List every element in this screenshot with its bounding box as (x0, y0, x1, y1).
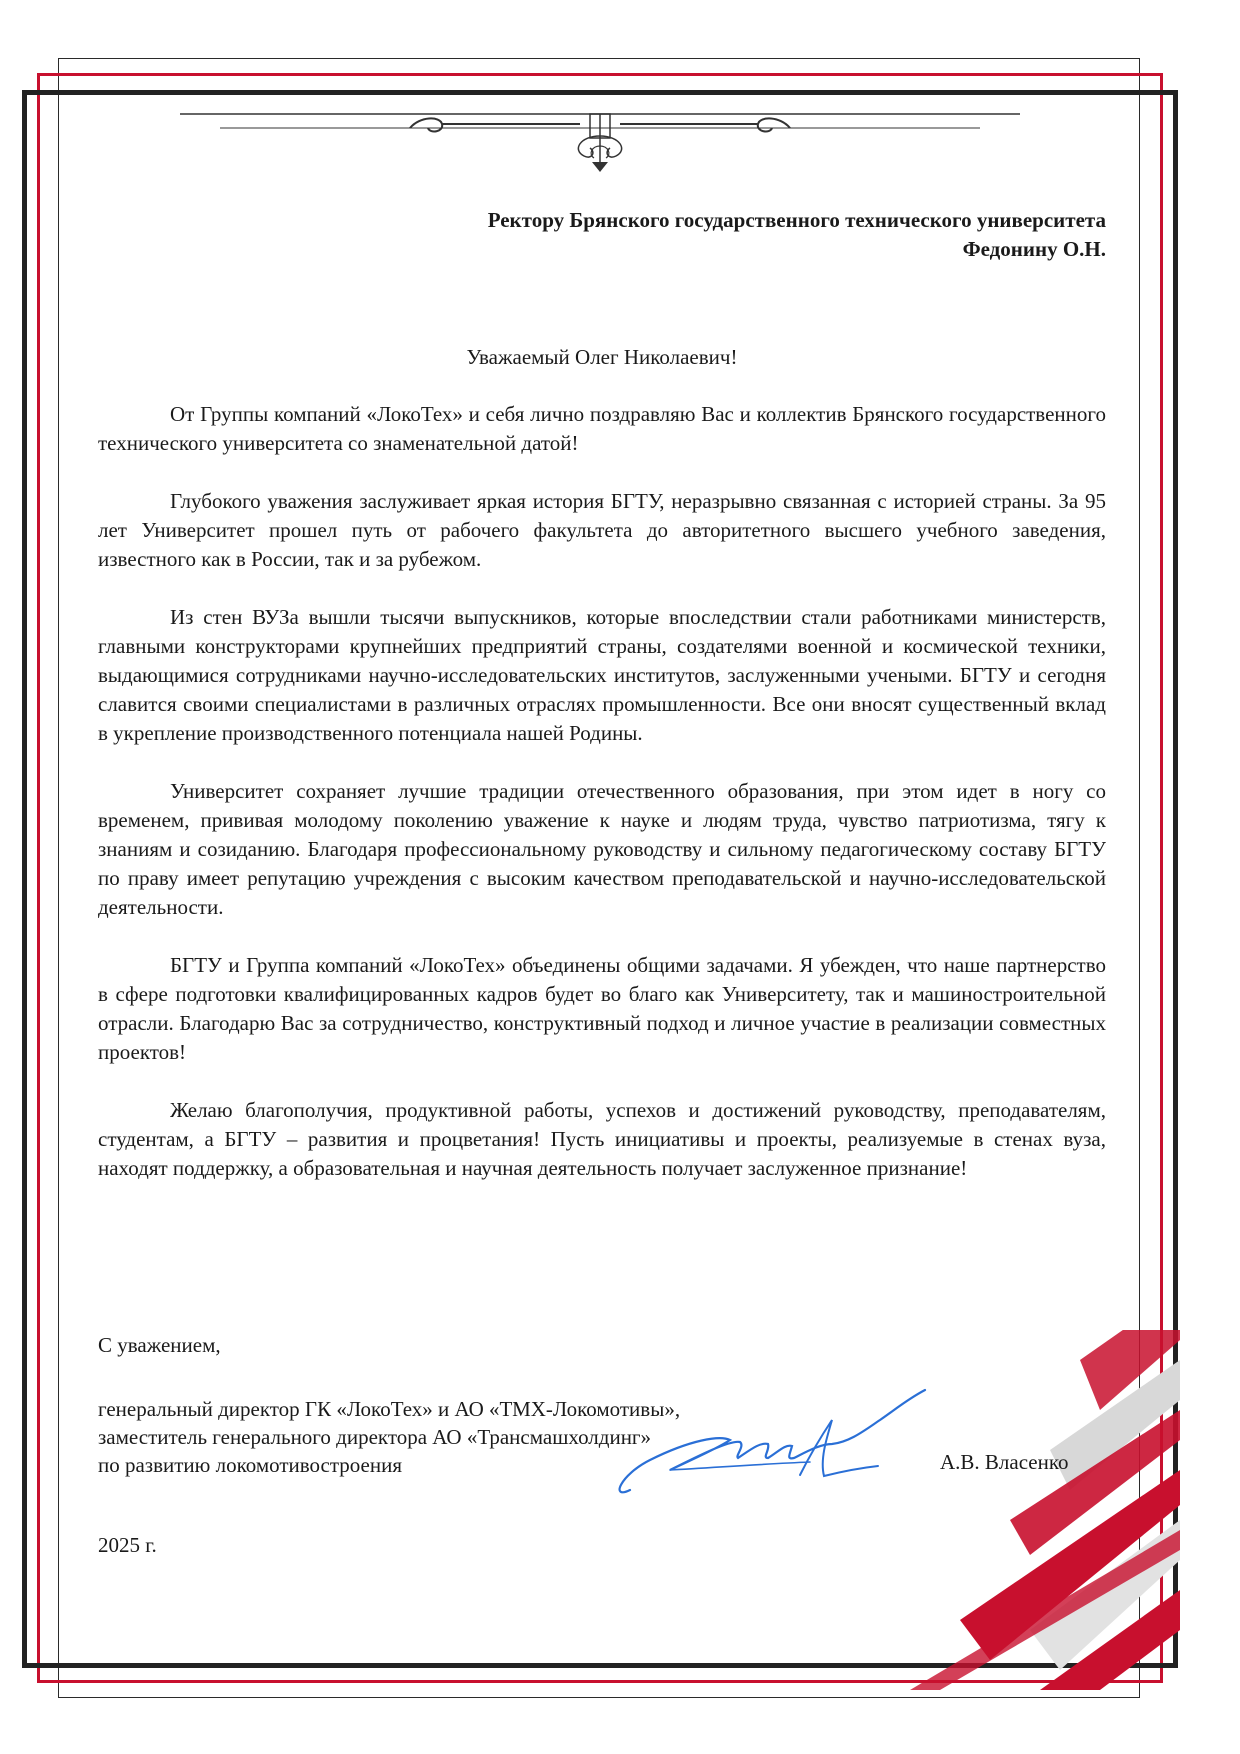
paragraph: Из стен ВУЗа вышли тысячи выпускников, которые впоследствии стали работниками министерств, главными конструкторами крупнейших предприятий страны, создателями военной и космической техники, выдающимися сотрудниками научно-исследовательских институтов, заслуженными учеными. БГТУ и сегодня славится своими специалистами в различных отраслях промышленности. Все они вносят существенный вклад в укрепление производственного потенциала нашей Родины. (98, 605, 1106, 745)
paragraph: БГТУ и Группа компаний «ЛокоТех» объединены общими задачами. Я убежден, что наше партнерство в сфере подготовки квалифицированных кадров будет во благо как Университету, так и машиностроительной отрасли. Благодарю Вас за сотрудничество, конструктивный подход и личное участие в реализации совместных проектов! (98, 953, 1106, 1064)
closing-phrase: С уважением, (98, 1333, 221, 1357)
addressee-block (340, 206, 1106, 264)
ornament-divider-icon (180, 106, 1020, 186)
document-date: 2025 г. (98, 1533, 157, 1557)
paragraph: Глубокого уважения заслуживает яркая история БГТУ, неразрывно связанная с историей страны. За 95 лет Университет прошел путь от рабочего факультета до авторитетного высшего учебного заведения, известного как в России, так и за рубежом. (98, 489, 1106, 571)
letter-body (98, 400, 1106, 1212)
paragraph: Университет сохраняет лучшие традиции отечественного образования, при этом идет в ногу со временем, прививая молодому поколению уважение к науке и людям труда, чувство патриотизма, тягу к знаниям и созиданию. Благодаря профессиональному руководству и сильному педагогическому составу БГТУ по праву имеет репутацию учреждения с высоким качеством преподавательской и научно-исследовательской деятельности. (98, 779, 1106, 919)
position-line: по развитию локомотивостроения (98, 1453, 403, 1477)
paragraph: От Группы компаний «ЛокоТех» и себя лично поздравляю Вас и коллектив Брянского государственного технического университета со знаменательной датой! (98, 402, 1106, 455)
handwritten-signature (610, 1380, 950, 1510)
signatory-position (98, 1395, 680, 1479)
salutation: Уважаемый Олег Николаевич! (466, 345, 738, 369)
paragraph: Желаю благополучия, продуктивной работы, успехов и достижений руководству, преподавателям, студентам, а БГТУ – развития и процветания! Пусть инициативы и проекты, реализуемые в стенах вуза, находят поддержку, а образовательная и научная деятельность получает заслуженное признание! (98, 1098, 1106, 1180)
position-line: заместитель генерального директора АО «Трансмашхолдинг» (98, 1425, 652, 1449)
position-line: генеральный директор ГК «ЛокоТех» и АО «ТМХ-Локомотивы», (98, 1397, 681, 1421)
addressee-line-2: Федонину О.Н. (962, 237, 1106, 261)
signatory-name: А.В. Власенко (940, 1450, 1069, 1474)
addressee-line-1: Ректору Брянского государственного технического университета (487, 208, 1106, 232)
